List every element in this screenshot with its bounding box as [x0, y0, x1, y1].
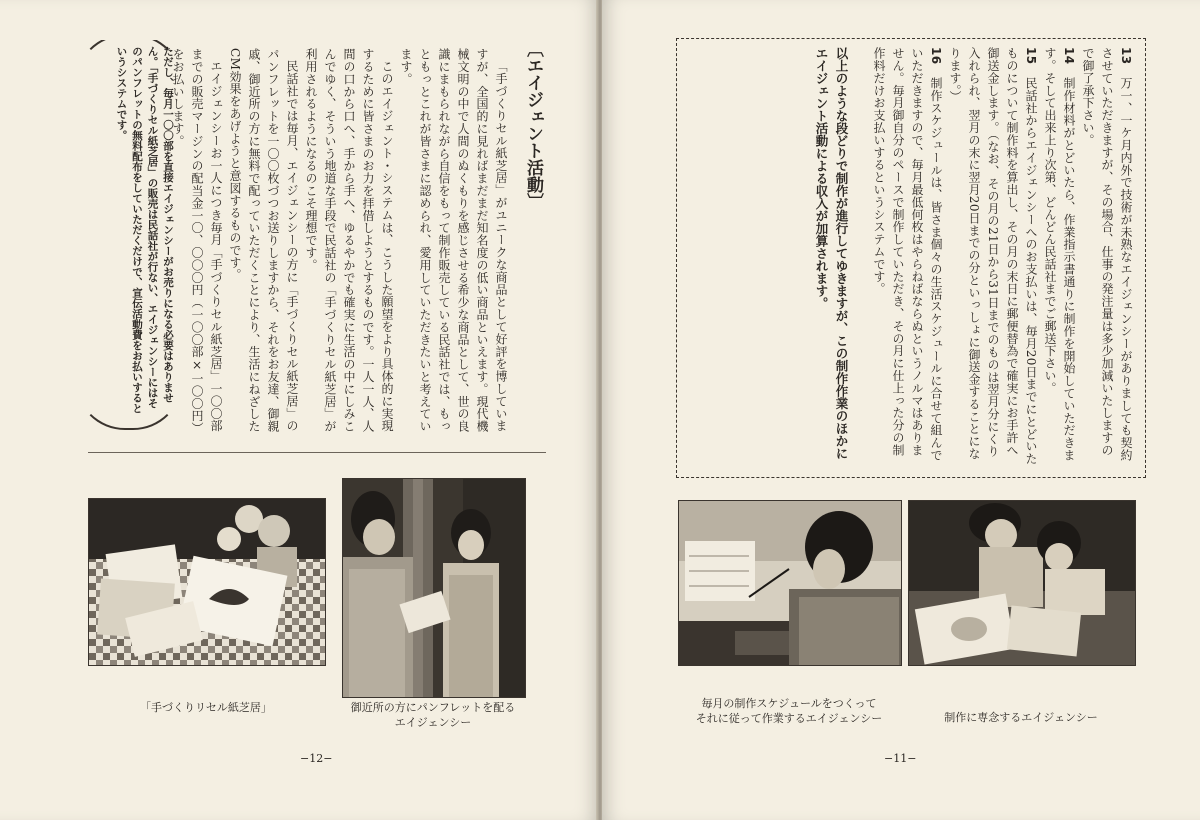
- paragraph: 民話社では毎月、エイジェンシーの方に「手づくりセル紙芝居」のパンフレットを一〇〇枚づつお送りしますから、それをお友達、御親戚、御近所の方に無料で配っていただくことにより、生活にねざしたCM効果をあげようと意図するものです。: [228, 48, 299, 433]
- caption-product: 「手づくりリセル紙芝居」: [140, 701, 272, 714]
- photo-image: [89, 499, 325, 665]
- photo-image: [909, 501, 1135, 665]
- page-number: −12−: [300, 752, 333, 765]
- paragraph: エイジェンシーお一人につき毎月「手づくりセル紙芝居」一〇〇部までの販売マージンの配当金一〇、〇〇〇円（一〇〇部×一〇〇円）をお払いします。: [171, 48, 223, 435]
- photo-image: [343, 479, 525, 697]
- item-number: 16: [929, 47, 943, 65]
- procedure-text: [695, 47, 1135, 467]
- note-box: [76, 40, 173, 420]
- item-number: 14: [1062, 47, 1076, 65]
- caption-line: 毎月の制作スケジュールをつくって: [701, 697, 877, 710]
- note-text: ただし、毎月一〇〇部を直接エイジェンシーがお売りになる必要はありません。「手づくりセル紙芝居」の販売は民話社が行ない、エイジェンシーにはそのパンフレットの無料配布をしていただくだけで、宣伝活動費をお払いするというシステムです。: [115, 46, 174, 414]
- caption-line: エイジェンシー: [394, 716, 472, 729]
- item-text: 民話社からエイジェンシーへのお支払いは、毎月20日までにとどいたものについて制作料を算出し、その月の末日に郵便替為で確実にお手許へ御送金します。（なお、その月の21日から31日までのものは翌月分にくり入れられ、翌月の末に翌月20日までの分といっしょに御送金することになります。）: [948, 47, 1038, 465]
- procedure-item: [945, 47, 1040, 467]
- caption-focused: 制作に専念するエイジェンシー: [944, 711, 1098, 724]
- photo-pamphlet-delivery: [342, 478, 526, 698]
- photo-image: [679, 501, 901, 665]
- procedure-item: [869, 47, 945, 467]
- item-text: 万一、一ケ月内外で技術が未熟なエイジェンシーがありましても契約させていただきますが、その場合、仕事の発注量は多少加減いたしますので御了承下さい。: [1081, 47, 1133, 462]
- caption-line: 御近所の方にパンフレットを配る: [350, 701, 516, 714]
- procedure-box: [676, 38, 1146, 478]
- caption-pamphlet: [330, 700, 536, 730]
- photo-focused-work: [908, 500, 1136, 666]
- section-body: [171, 48, 510, 438]
- photo-schedule-work: [678, 500, 902, 666]
- section-title: 〔エイジェント活動〕: [523, 40, 543, 210]
- caption-line: それに従って作業するエイジェンシー: [695, 712, 883, 725]
- procedure-item: [1078, 47, 1135, 467]
- item-number: 15: [1024, 47, 1038, 65]
- paragraph: このエイジェント・システムは、こうした願望をより具体的に実現するために皆さまのお力を拝借しようとするものです。一人一人、人間の口から口へ、手から手へ、ゆるやかでも確実に生活の中にしみこんでゆく、そういう地道な手段で民話社の「手づくりセル紙芝居」が利用されるようになるのこそ理想です。: [304, 48, 394, 433]
- right-page: [602, 0, 1200, 820]
- photo-product-display: [88, 498, 326, 666]
- left-page: [0, 0, 598, 820]
- item-text: 制作スケジュールは、皆さま個々の生活スケジュールに合せて組んでいただきますので、毎月最低何枚はやらねばならぬというノルマはありません。毎月御自分のペースで制作していただき、その月に仕上った分の制作料だけお支払いするというシステムです。: [872, 47, 943, 462]
- conclusion-text: 以上のような段どりで制作が進行してゆきますが、この制作作業のほかにエイジェント活動による収入が加算されます。: [814, 47, 849, 460]
- caption-schedule: [668, 696, 910, 726]
- procedure-item: [1040, 47, 1078, 467]
- item-text: 制作材料がとどいたら、作業指示書通りに制作を開始していただきます。そして出来上り次第、どんどん民話社までご郵送下さい。: [1043, 47, 1076, 462]
- divider: [88, 452, 546, 453]
- item-number: 13: [1119, 47, 1133, 65]
- agent-activity-section: [76, 40, 546, 440]
- paragraph: 「手づくりセル紙芝居」がユニークな商品として好評を博していますが、全国的に見ればまだまだ知名度の低い商品といえます。現代機械文明の中で人間のぬくもりを感じさせる希少な商品として、世の良識にまもられながら自信をもって制作販売している民話社では、もっともっとこれが皆さまに認められ、愛用していただきたいと考えています。: [399, 48, 508, 433]
- page-number: −11−: [884, 752, 917, 765]
